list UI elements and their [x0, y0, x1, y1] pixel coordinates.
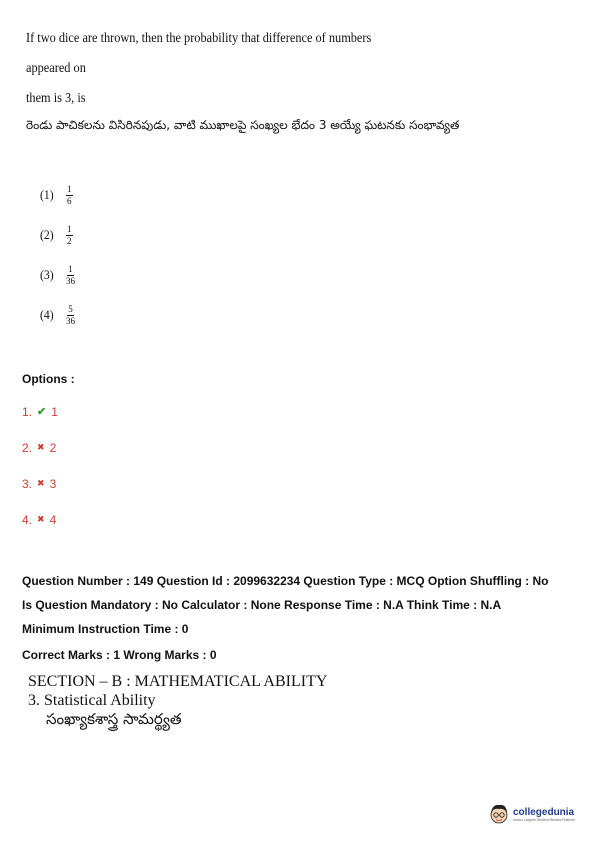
- option-1: [22, 405, 58, 441]
- choice-label: (2): [40, 227, 54, 242]
- collegedunia-logo: [488, 800, 588, 830]
- section-subtitle-telugu: సంఖ్యాకశాస్త్ర సామర్థ్యత: [46, 710, 182, 728]
- cross-icon: ✖: [37, 478, 45, 488]
- section-subtitle: 3. Statistical Ability: [28, 692, 156, 709]
- question-english-line2: them is 3, is: [26, 91, 86, 106]
- section-header: [28, 672, 428, 729]
- question-english: [26, 24, 378, 114]
- logo-text: [513, 807, 575, 823]
- choice-1: [40, 175, 75, 215]
- logo-name: collegedunia: [513, 807, 575, 818]
- check-icon: ✔: [37, 406, 47, 418]
- cross-icon: ✖: [37, 514, 45, 524]
- option-number: 4.: [22, 513, 33, 527]
- option-number: 1.: [22, 405, 33, 419]
- metadata-line-4: Correct Marks : 1 Wrong Marks : 0: [22, 648, 217, 662]
- option-value: 1: [51, 405, 58, 419]
- answer-choices: [40, 175, 75, 335]
- denominator: 6: [67, 195, 72, 206]
- fraction: [66, 184, 73, 207]
- mascot-icon: [488, 802, 510, 828]
- choice-label: (4): [40, 307, 54, 322]
- question-metadata: [22, 573, 582, 671]
- metadata-line-2: Is Question Mandatory : No Calculator : None Response Time : N.A Think Time : N.A: [22, 598, 502, 612]
- denominator: 36: [66, 315, 75, 326]
- option-number: 2.: [22, 441, 33, 455]
- denominator: 36: [66, 275, 75, 286]
- choice-label: (3): [40, 267, 54, 282]
- fraction: [66, 304, 75, 327]
- logo-tagline: India's Largest Student Review Platform: [513, 818, 576, 822]
- option-value: 2: [49, 441, 57, 455]
- option-2: [22, 441, 58, 477]
- option-value: 3: [49, 477, 57, 491]
- choice-3: [40, 255, 75, 295]
- choice-4: [40, 295, 75, 335]
- numerator: 5: [68, 303, 73, 314]
- choice-label: (1): [40, 187, 54, 202]
- section-title: SECTION – B : MATHEMATICAL ABILITY: [28, 673, 328, 690]
- options-list: [22, 405, 58, 549]
- option-4: [22, 513, 58, 549]
- numerator: 1: [67, 183, 72, 194]
- option-value: 4: [49, 513, 57, 527]
- metadata-line-1: Question Number : 149 Question Id : 2099632234 Question Type : MCQ Option Shuffling : No: [22, 574, 549, 588]
- denominator: 2: [67, 235, 72, 246]
- option-number: 3.: [22, 477, 33, 491]
- question-english-line1: If two dice are thrown, then the probability that difference of numbers appeared on: [26, 31, 372, 76]
- metadata-line-3: Minimum Instruction Time : 0: [22, 622, 189, 636]
- fraction: [66, 224, 73, 247]
- choice-2: [40, 215, 75, 255]
- numerator: 1: [68, 263, 73, 274]
- option-3: [22, 477, 58, 513]
- cross-icon: ✖: [37, 442, 45, 452]
- options-heading: Options :: [22, 372, 75, 386]
- question-telugu: రెండు పాచికలను విసిరినపుడు, వాటి ముఖాలపై సంఖ్యల భేదం 3 అయ్యే ఘటనకు సంభావ్యత: [26, 118, 460, 132]
- numerator: 1: [67, 223, 72, 234]
- fraction: [66, 264, 75, 287]
